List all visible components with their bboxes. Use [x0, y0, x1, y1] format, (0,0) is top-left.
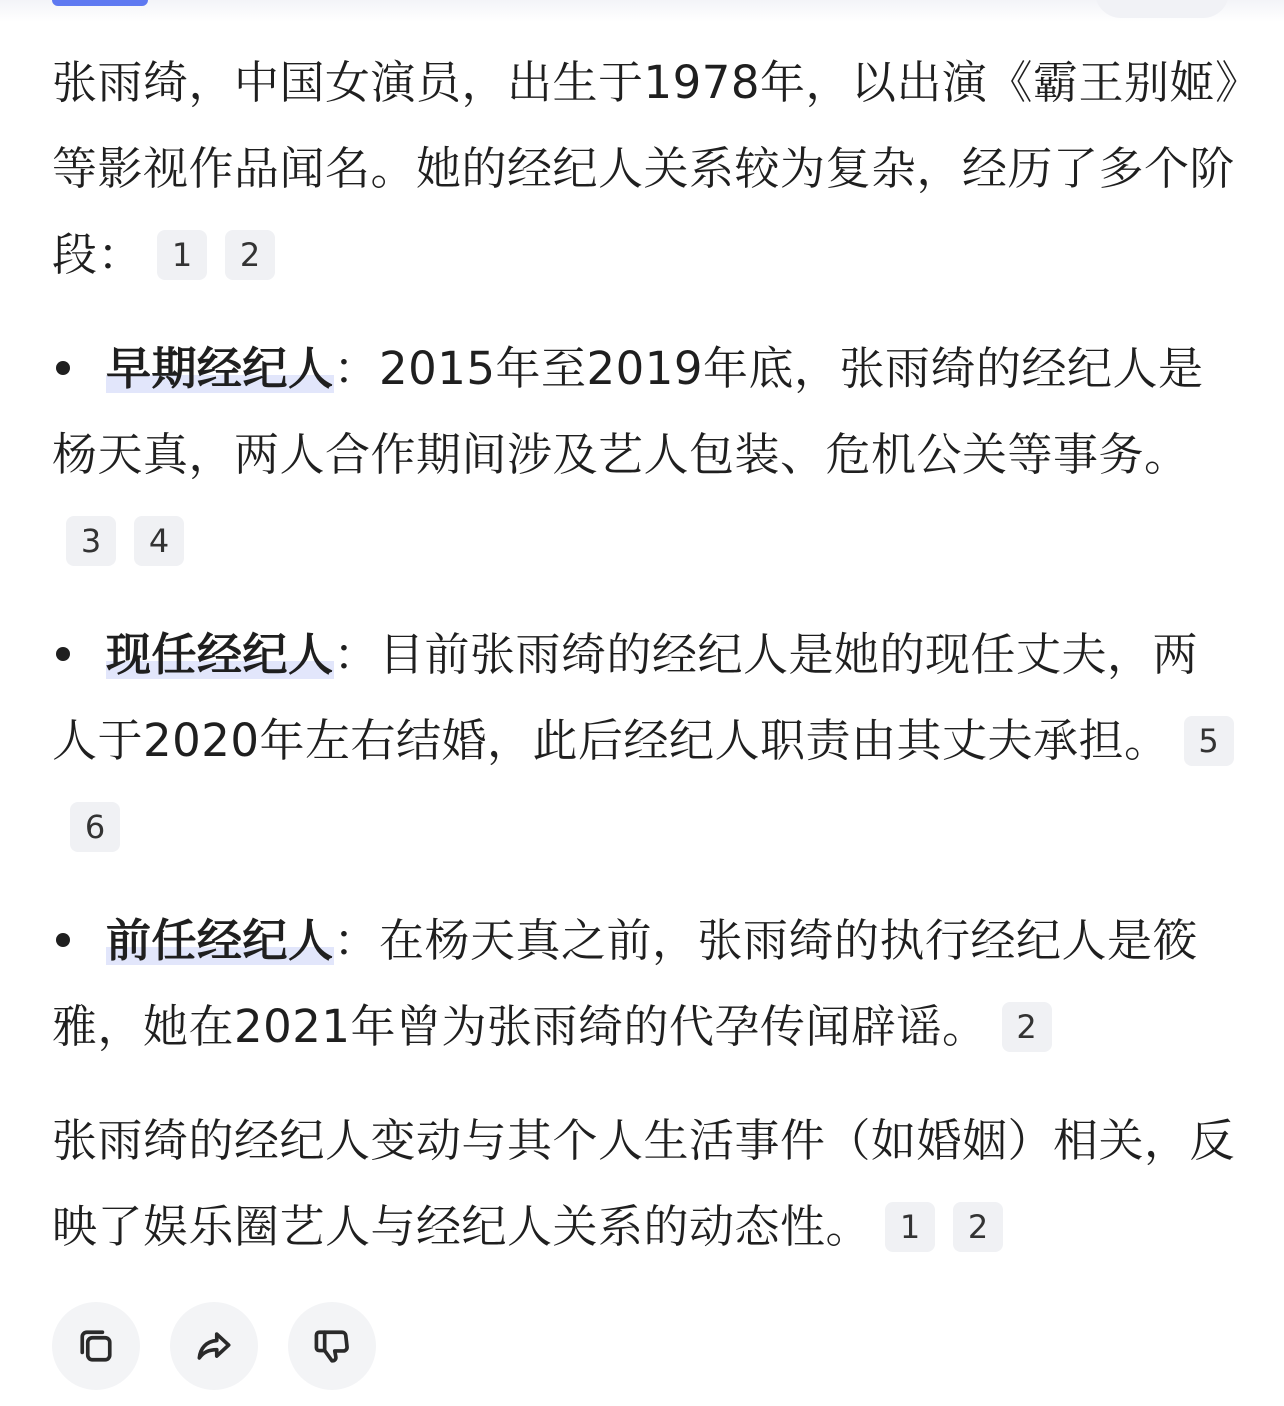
citation-badge[interactable]: 1: [157, 230, 207, 280]
agent-list: [52, 326, 1242, 1070]
thumbs-down-icon: [310, 1324, 354, 1368]
citation-badge[interactable]: 2: [953, 1202, 1003, 1252]
citation-badge[interactable]: 5: [1184, 716, 1234, 766]
intro-paragraph: [52, 40, 1242, 298]
citation-badge[interactable]: 1: [885, 1202, 935, 1252]
summary-paragraph: [52, 1098, 1242, 1270]
list-item-term: 现任经纪人: [106, 628, 334, 681]
dislike-button[interactable]: [288, 1302, 376, 1390]
list-item-text: ：在杨天真之前，张雨绮的执行经纪人是筱雅，她在2021年曾为张雨绮的代孕传闻辟谣。: [52, 914, 1199, 1053]
copy-icon: [74, 1324, 118, 1368]
share-icon: [192, 1324, 236, 1368]
list-item: [52, 898, 1242, 1070]
app-logo: [52, 0, 148, 6]
action-bar: [52, 1302, 376, 1390]
list-item-term: 早期经纪人: [106, 342, 334, 395]
citation-badge[interactable]: 2: [1002, 1002, 1052, 1052]
list-item: [52, 326, 1242, 584]
copy-button[interactable]: [52, 1302, 140, 1390]
header-strip: [0, 0, 1284, 22]
bullet-dot: [56, 361, 70, 375]
answer-content: [52, 40, 1242, 1298]
list-item-text: ：2015年至2019年底，张雨绮的经纪人是杨天真，两人合作期间涉及艺人包装、危机公关等事务。: [52, 342, 1204, 481]
citation-badge[interactable]: 3: [66, 516, 116, 566]
list-item: [52, 612, 1242, 870]
share-button[interactable]: [170, 1302, 258, 1390]
citation-badge[interactable]: 2: [225, 230, 275, 280]
intro-text: 张雨绮，中国女演员，出生于1978年，以出演《霸王别姬》等影视作品闻名。她的经纪人关系较为复杂，经历了多个阶段：: [52, 56, 1239, 281]
bullet-dot: [56, 933, 70, 947]
list-item-text: ：目前张雨绮的经纪人是她的现任丈夫，两人于2020年左右结婚，此后经纪人职责由其丈夫承担。: [52, 628, 1199, 767]
citation-badge[interactable]: 4: [134, 516, 184, 566]
summary-text: 张雨绮的经纪人变动与其个人生活事件（如婚姻）相关，反映了娱乐圈艺人与经纪人关系的动态性。: [52, 1114, 1236, 1253]
header-button[interactable]: [1095, 0, 1229, 18]
list-item-term: 前任经纪人: [106, 914, 334, 967]
bullet-dot: [56, 647, 70, 661]
citation-badge[interactable]: 6: [70, 802, 120, 852]
